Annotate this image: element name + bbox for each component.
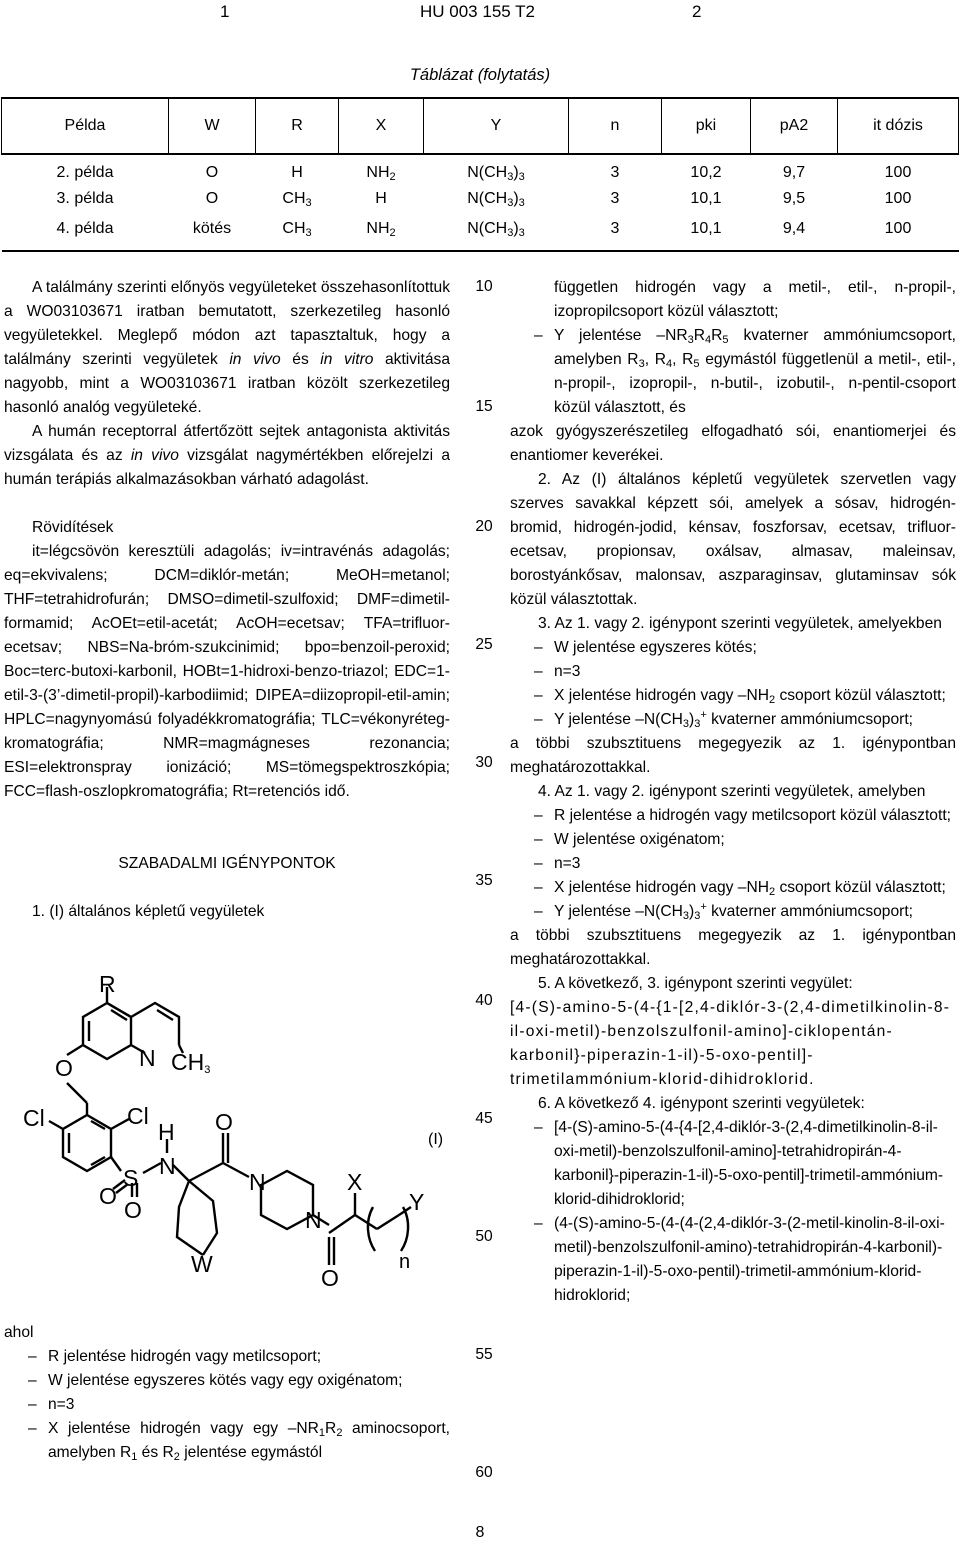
definition-X: – X jelentése hidrogén vagy egy $-NR_1R_2$ aminocsoport, amelyben $R_1$ és $R_2$ jelentése egymástól [4, 1417, 450, 1465]
abbreviations-title: Rövidítések [32, 519, 114, 536]
table-cell: 3. példa [56, 190, 114, 207]
table-cell: $N(CH_3)_3$ [467, 163, 525, 183]
table-cell: 10,1 [690, 190, 722, 207]
table-cell: $NH_2$ [366, 163, 396, 183]
claim-4-n: – n=3 [510, 852, 956, 876]
chemical-formula [5, 971, 450, 1305]
definition-Y: – Y jelentése $-NR_3R_4R_5$ kvaterner ammóniumcsoport, amelyben $R_3$, $R_4$, $R_5$ egymástól függetlenül a metil-, etil-, n-propil-, izopropil-, n-butil-, izobutil-, n-pentil-csoport közül választott, és [510, 324, 956, 420]
formula-structure [5, 975, 450, 1305]
label-Cl-right: Cl [127, 1103, 149, 1129]
table-cell: 3 [610, 190, 620, 207]
column-header: pki [662, 98, 751, 154]
quinoline-pyridine-ring [107, 1003, 179, 1045]
label-sulfonyl-O1: O [99, 1183, 117, 1209]
label-carbonyl-O2: O [321, 1265, 339, 1291]
claim-2: 2. Az (I) általános képletű vegyületek szervetlen vagy szerves savakkal képzett sói, amelyek a sósav, hidrogén-bromid, hidrogén-jodid, kénsav, foszforsav, ecetsav, trifluor-ecetsav, propionsav, oxálsav, almasav, maleinsav, borostyánkősav, malonsav, aszparaginsav, glutaminsav sók közül választottak. [510, 471, 956, 608]
table-cell: $N(CH_3)_3$ [424, 214, 569, 251]
claim-3-tail: a többi szubsztituens megegyezik az 1. igénypontban meghatározottakkal. [510, 735, 956, 776]
table-row [2, 214, 959, 251]
definition-W: – W jelentése egyszeres kötés vagy egy oxigénatom; [4, 1369, 450, 1393]
label-X: X [347, 1169, 363, 1195]
claim-1: 1. (I) általános képletű vegyületek [32, 903, 265, 920]
label-ether-O: O [55, 1055, 73, 1081]
table-cell: 3 [610, 163, 620, 181]
label-CH3: $CH_3$ [171, 1049, 211, 1076]
column-header: Példa [2, 98, 169, 154]
label-W: W [191, 1251, 213, 1277]
claim-3-X: – X jelentése hidrogén vagy $-NH_2$ csoport közül választott; [510, 684, 956, 708]
claim-5-compound: [4-(S)-amino-5-(4-{1-[2,4-diklór-3-(2,4-dimetilkinolin-8-il-oxi-metil)-benzolszulfonil-amino]-ciklopentán-karbonil}-piperazin-1-il)-5-oxo-pentil]-trimetilammónium-klorid-dihidroklorid. [510, 999, 951, 1088]
table-cell: 100 [884, 190, 912, 207]
table-cell: O [205, 190, 219, 207]
label-piperazine-N1: N [249, 1169, 266, 1195]
claim-6: 6. A következő 4. igénypont szerinti vegyületek: [538, 1095, 865, 1112]
claim-6-compound-a: – [4-(S)-amino-5-(4-{4-[2,4-diklór-3-(2,4-dimetilkinolin-8-il-oxi-metil)-benzolszulfonil-amino]-tetrahidropirán-4-karbonil}-piperazin-1-il)-5-oxo-pentil]-trimetil-ammónium-klorid-dihidroklorid; [510, 1116, 956, 1212]
table-cell: $CH_3$ [256, 214, 339, 251]
table-cell: $CH_3$ [282, 190, 312, 209]
document-id: HU 003 155 T2 [420, 2, 535, 21]
table-header-row [2, 98, 959, 154]
table-cell: 9,7 [782, 163, 806, 181]
definition-R: – R jelentése hidrogén vagy metilcsoport; [4, 1345, 450, 1369]
claim-3-W: – W jelentése egyszeres kötés; [510, 636, 956, 660]
claim-4-W: – W jelentése oxigénatom; [510, 828, 956, 852]
table-cell: $N(CH_3)_3$ [467, 190, 525, 209]
table-cell: O [205, 163, 219, 181]
table-row [2, 154, 959, 184]
claim-6-compound-b: – (4-(S)-amino-5-(4-(4-(2,4-diklór-3-(2-metil-kinolin-8-il-oxi-metil)-benzolszulfonil-amino)-tetrahidropirán-4-karbonil)-piperazin-1-il)-5-oxo-pentil)-trimetil-ammónium-klorid-hidroklorid; [510, 1212, 956, 1308]
claim-3: 3. Az 1. vagy 2. igénypont szerinti vegyületek, amelyekben [538, 615, 942, 632]
label-amide-N: N [159, 1153, 176, 1179]
label-carbonyl-O1: O [215, 1109, 233, 1135]
table-cell: kötés [169, 214, 256, 251]
label-H: H [158, 1119, 175, 1145]
cycle-ring-left [177, 1181, 203, 1255]
table-cell: 9,5 [782, 190, 806, 207]
label-Cl-left: Cl [23, 1105, 45, 1131]
results-table [1, 97, 959, 252]
definition-continuation: független hidrogén vagy a metil-, etil-, n-propil-, izopropilcsoport közül választott; [554, 279, 956, 320]
column-header: X [339, 98, 424, 154]
line-number: 10 [475, 278, 493, 295]
claim-3-Y: – Y jelentése $-N(CH_3)_3^+$ kvaterner ammóniumcsoport; [510, 708, 956, 732]
table-cell: $NH_2$ [339, 214, 424, 251]
definition-n: – n=3 [4, 1393, 450, 1417]
label-n: n [399, 1251, 411, 1273]
cycle-ring-right [189, 1181, 217, 1255]
right-column [510, 276, 956, 1308]
column-header: n [569, 98, 662, 154]
claim-5: 5. A következő, 3. igénypont szerinti vegyület: [538, 975, 853, 992]
claim-3-n: – n=3 [510, 660, 956, 684]
paragraph: A találmány szerinti előnyös vegyületeket összehasonlítottuk a WO03103671 iratban bemutatott, szerkezetileg hasonló vegyületekkel. Meglepő módon azt tapasztaltuk, hogy a találmány szerinti vegyületek in vivo és in vitro aktivitása nagyobb, mint a WO03103671 iratban közölt szerkezetileg hasonló analóg vegyületeké. [4, 279, 450, 416]
table-cell: 2. példa [56, 163, 114, 181]
column-header: it dózis [838, 98, 959, 154]
line-number: 45 [475, 1110, 493, 1127]
table-cell: 100 [884, 163, 912, 181]
page-number-right: 2 [692, 2, 702, 21]
claim-4-tail: a többi szubsztituens megegyezik az 1. igénypontban meghatározottakkal. [510, 927, 956, 968]
table-cell: 9,4 [751, 214, 838, 251]
line-number: 25 [475, 636, 493, 653]
claim-4-R: – R jelentése a hidrogén vagy metilcsoport közül választott; [510, 804, 956, 828]
column-header: R [256, 98, 339, 154]
line-number: 60 [475, 1464, 493, 1481]
salts-paragraph: azok gyógyszerészetileg elfogadható sói, enantiomerjei és enantiomer keverékei. [510, 423, 956, 464]
label-quinoline-N: N [139, 1045, 156, 1071]
table-cell: 3 [569, 214, 662, 251]
label-piperazine-N2: N [305, 1207, 322, 1233]
column-header: Y [424, 98, 569, 154]
table-cell: 10,2 [690, 163, 722, 181]
paragraph: A humán receptorral átfertőzött sejtek antagonista aktivitás vizsgálata és az in vivo vizsgálat nagymértékben előrejelzi a humán terápiás alkalmazásokban várható adagolást. [4, 423, 451, 488]
line-number: 50 [475, 1228, 493, 1245]
claim-4-Y: – Y jelentése $-N(CH_3)_3^+$ kvaterner ammóniumcsoport; [510, 900, 956, 924]
line-number: 40 [475, 992, 493, 1009]
line-number: 35 [475, 872, 493, 889]
line-number: 20 [475, 518, 493, 535]
label-sulfonyl-O2: O [124, 1197, 142, 1223]
line-number: 55 [475, 1346, 493, 1363]
footer-page-number: 8 [475, 1524, 485, 1541]
label-Y: Y [409, 1189, 425, 1215]
table-cell: 100 [838, 214, 959, 251]
label-R: R [99, 971, 116, 997]
table-cell: 4. példa [2, 214, 169, 251]
left-column-definitions [4, 1321, 450, 1465]
table-caption: Táblázat (folytatás) [409, 66, 551, 84]
label-S: S [123, 1165, 139, 1191]
formula-number: (I) [428, 1131, 444, 1148]
table-cell: H [375, 190, 387, 207]
ahol: ahol [4, 1324, 34, 1341]
line-number: 15 [475, 398, 493, 415]
left-column [4, 276, 450, 924]
line-number: 30 [475, 754, 493, 771]
table-cell: H [291, 163, 303, 181]
claim-4: 4. Az 1. vagy 2. igénypont szerinti vegyületek, amelyben [538, 783, 926, 800]
column-header: pA2 [751, 98, 838, 154]
column-header: W [169, 98, 256, 154]
page-number-left: 1 [220, 2, 230, 21]
claims-title: SZABADALMI IGÉNYPONTOK [118, 855, 336, 872]
table-cell: 10,1 [662, 214, 751, 251]
table-row [2, 184, 959, 214]
claim-4-X: – X jelentése hidrogén vagy $-NH_2$ csoport közül választott; [510, 876, 956, 900]
abbreviations-text: it=légcsövön keresztüli adagolás; iv=intravénás adagolás; eq=ekvivalens; DCM=diklór-metán; MeOH=metanol; THF=tetrahidrofurán; DMSO=dimetil-szulfoxid; DMF=dimetil-formamid; AcOEt=etil-acetát; AcOH=ecetsav; TFA=trifluor-ecetsav; NBS=Na-bróm-szukcinimid; bpo=benzoil-peroxid; Boc=terc-butoxi-karbonil, HOBt=1-hidroxi-benzo-triazol; EDC=1-etil-3-(3’-dimetil-propil)-karbodiimid; DIPEA=diizopropil-etil-amin; HPLC=nagynyomású folyadékkromatográfia; TLC=vékonyréteg-kromatográfia; NMR=magmágneses rezonancia; ESI=elektronspray ionizáció; MS=tömegspektroszkópia; FCC=flash-oszlopkromatográfia; Rt=retenciós idő. [4, 543, 450, 800]
